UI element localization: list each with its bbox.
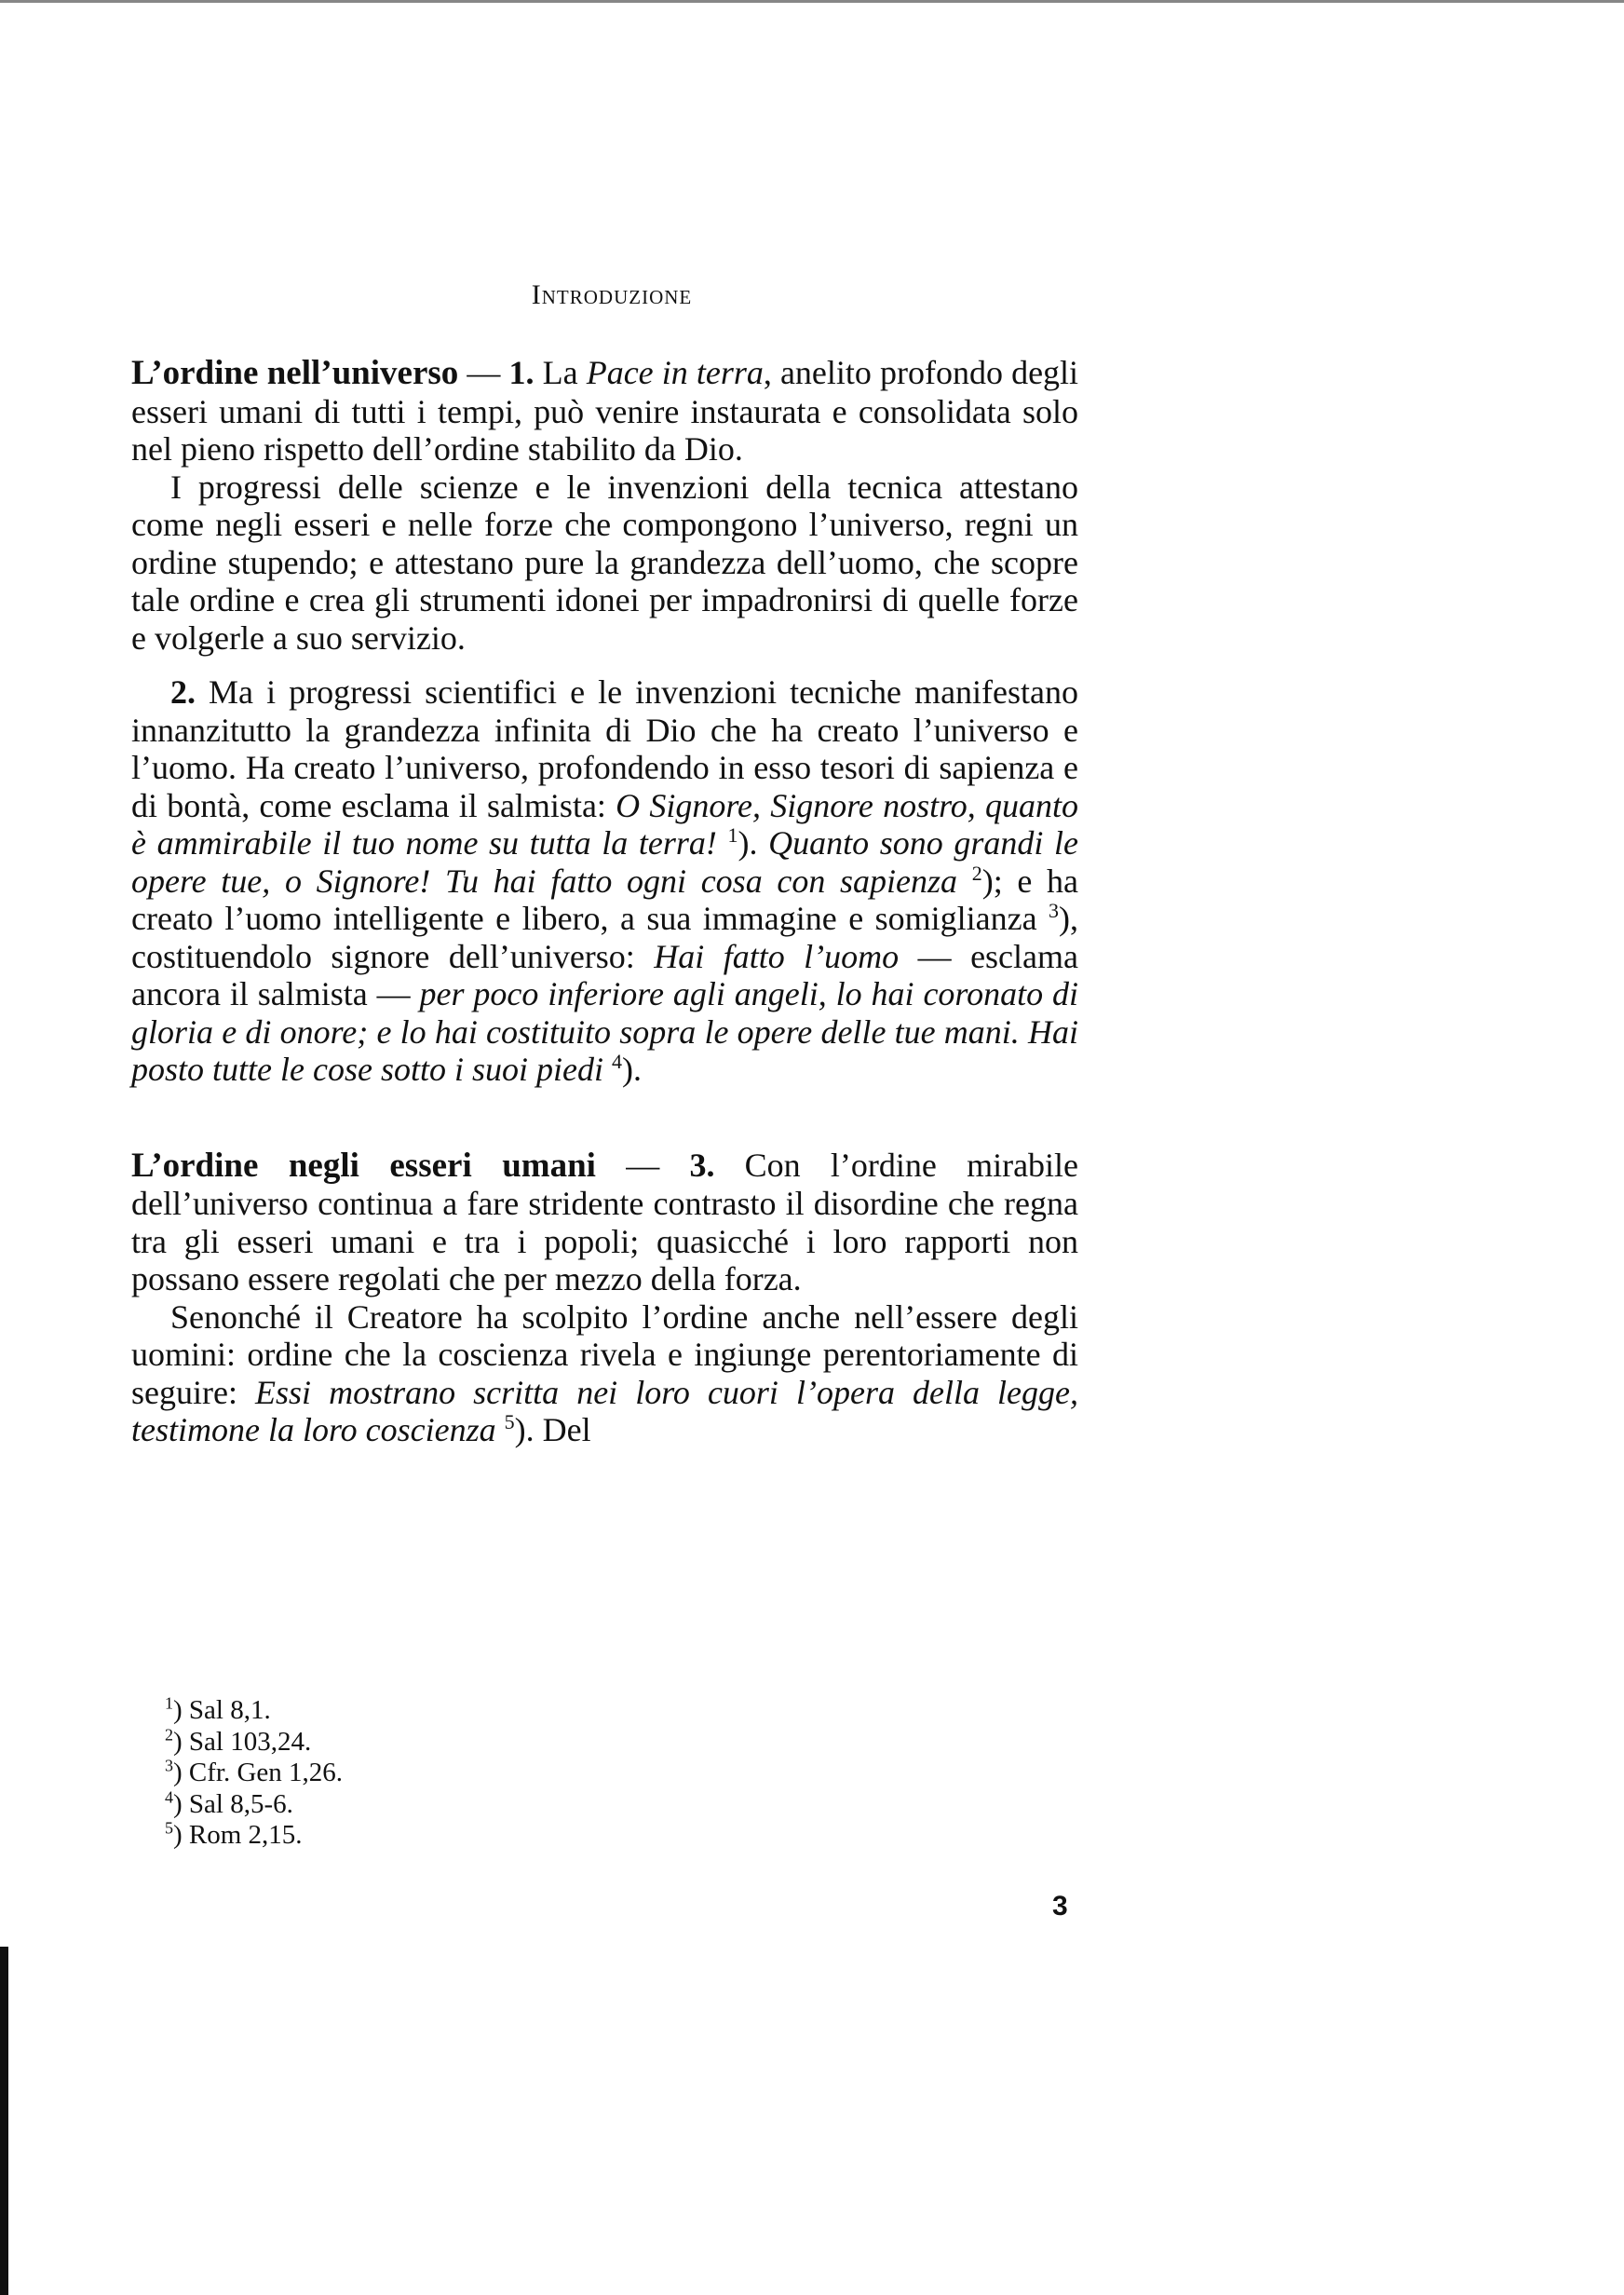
paragraph-number: 2. <box>170 673 196 711</box>
text-run: — esclama ancora il salmista — <box>131 937 1079 1012</box>
footnote-ref: 1 <box>727 823 738 847</box>
paragraph-3b <box>131 1298 1078 1449</box>
footnote-ref: 2 <box>971 861 982 885</box>
paragraph-1: L’ordine nell’universo — 1. La Pace in terra, anelito profondo degli esseri umani di tutti i tempi, può venire instaurata e consolidata solo nel pieno rispetto dell’ordine stabilito da Dio. <box>131 354 1079 468</box>
footnotes <box>165 1695 343 1852</box>
footnote: $^4$) Sal 8,5-6. <box>165 1786 293 1819</box>
footnote-ref: 3 <box>1049 899 1059 922</box>
paragraph-body <box>131 1298 1078 1449</box>
text-run: ), costituendolo signore dell’universo: <box>131 900 1078 975</box>
italic-run: Pace in terra <box>586 354 764 391</box>
text-run <box>957 862 972 900</box>
footnote: $^3$) Cfr. Gen 1,26. <box>165 1756 344 1787</box>
italic-run: Quanto sono grandi le opere tue, o Signore! Tu hai fatto ogni cosa con sapienza <box>131 824 1078 900</box>
text-run <box>717 824 728 862</box>
text-run: , anelito profondo degli esseri umani di tutti i tempi, può venire instaurata e consolidata solo nel pieno rispetto dell’ordine stabilito da Dio. <box>131 354 1079 468</box>
footnote: $^2$) Sal 103,24. <box>165 1724 312 1757</box>
running-head: Introduzione <box>531 279 693 310</box>
text-run: ); e ha creato l’uomo intelligente e libero, a sua immagine e somiglianza <box>131 862 1079 937</box>
paragraph-body <box>131 673 1078 1088</box>
text-run: ). <box>621 1051 642 1088</box>
body-text <box>131 354 1078 1449</box>
text-run <box>603 1051 612 1088</box>
footnote-ref: 4 <box>611 1050 622 1073</box>
italic-run: Hai fatto l’uomo <box>654 937 900 975</box>
paragraph-number: 3. <box>689 1146 715 1184</box>
paragraph-number: 1. <box>508 354 535 391</box>
paragraph-body <box>131 469 1078 657</box>
italic-run: Essi mostrano scritta nei loro cuori l’opera della legge, testimone la loro coscienza <box>131 1373 1078 1448</box>
paragraph-3: L’ordine negli esseri umani — 3. Con l’ordine mirabile dell’universo continua a fare stridente contrasto il disordine che regna tra gli esseri umani e tra i popoli; quasicché i loro rapporti non possano essere regolati che per mezzo della forza. <box>131 1146 1079 1297</box>
italic-run: O Signore, Signore nostro, quanto è ammirabile il tuo nome su tutta la terra! <box>131 786 1079 862</box>
text-run: I progressi delle scienze e le invenzioni della tecnica attestano come negli esseri e nelle forze che compongono l’universo, regni un ordine stupendo; e attestano pure la grandezza dell’uomo, che scopre tale ordine e crea gli strumenti idonei per impadronirsi di quelle forze e volgerle a suo servizio. <box>131 468 1078 657</box>
text-run: Con l’ordine mirabile dell’universo continua a fare stridente contrasto il disordine che regna tra gli esseri umani e tra i popoli; quasicché i loro rapporti non possano essere regolati che per mezzo della forza. <box>131 1146 1079 1297</box>
text-run <box>496 1411 505 1448</box>
text-run: Ma i progressi scientifici e le invenzioni tecniche manifestano innanzitutto la grandezza infinita di Dio che ha creato l’universo e l’uomo. Ha creato l’universo, profondendo in esso tesori di sapienza e di bontà, come esclama il salmista: <box>131 673 1079 824</box>
text-run: ). <box>738 824 769 862</box>
text-run: ). Del <box>514 1411 591 1448</box>
text-run: Senonché il Creatore ha scolpito l’ordine anche nell’essere degli uomini: ordine che la coscienza rivela e ingiunge perentoriamente di seguire: <box>131 1297 1078 1411</box>
footnote: $^5$) Rom 2,15. <box>165 1818 303 1850</box>
page-number: 3 <box>1052 1891 1068 1922</box>
italic-run: per poco inferiore agli angeli, lo hai coronato di gloria e di onore; e lo hai costituito sopra le opere delle tue mani. Hai posto tutte le cose sotto i suoi piedi <box>131 975 1078 1088</box>
footnote: $^1$) Sal 8,1. <box>165 1693 271 1725</box>
section-heading: L’ordine nell’universo <box>131 354 459 392</box>
text-run: La <box>542 354 587 391</box>
footnote-ref: 5 <box>504 1410 515 1433</box>
paragraph-2 <box>131 673 1078 1089</box>
section-heading: L’ordine negli esseri umani <box>131 1146 596 1185</box>
paragraph-1b <box>131 469 1078 658</box>
